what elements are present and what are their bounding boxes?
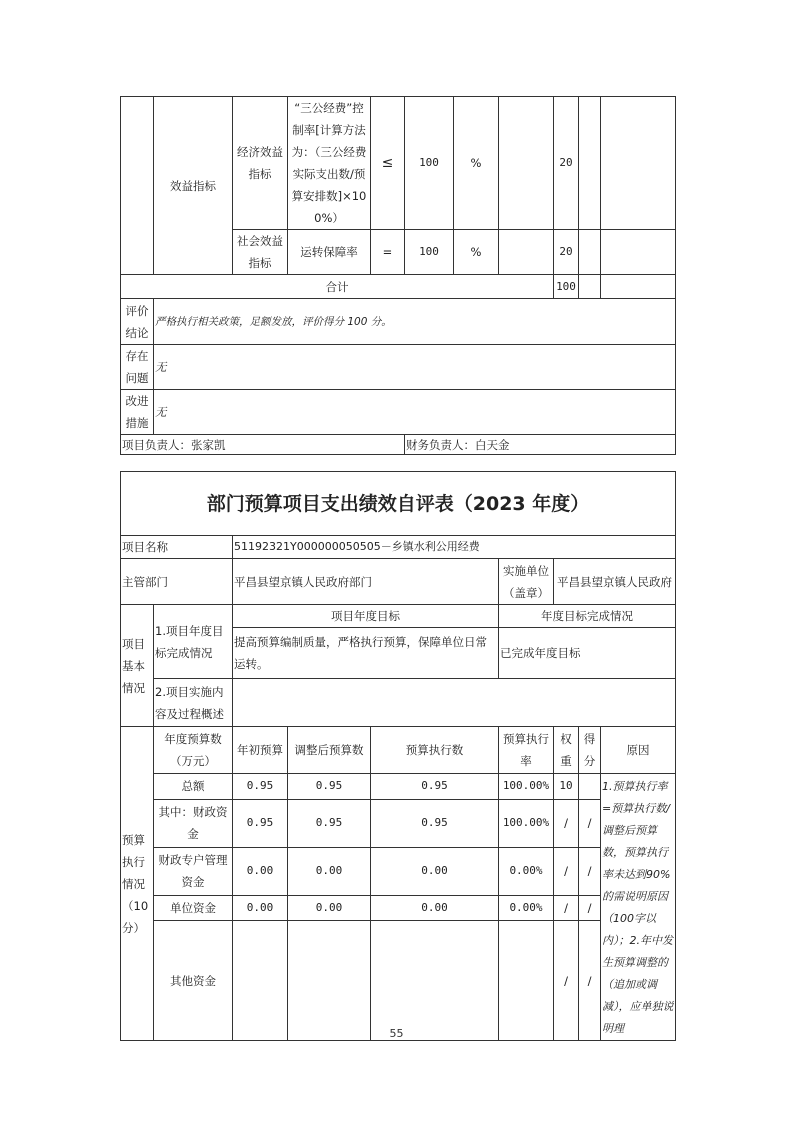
completion-header: 年度目标完成情况 (499, 605, 676, 628)
column-header: 年度预算数（万元） (154, 727, 233, 774)
sub-category: 社会效益指标 (233, 230, 288, 275)
budget-row (121, 921, 676, 1041)
indicator-weight: 20 (554, 230, 579, 275)
initial-budget: 0.95 (233, 799, 288, 847)
project-name-label: 项目名称 (121, 536, 233, 559)
adjusted-budget: 0.95 (288, 774, 371, 800)
basic-info-label: 项目基本情况 (121, 605, 154, 727)
implementation-description (233, 679, 676, 727)
indicator-score (579, 230, 601, 275)
indicator-operator: = (371, 230, 405, 275)
executed-amount (371, 921, 499, 1041)
total-label: 合计 (121, 275, 554, 299)
completion-status: 已完成年度目标 (499, 628, 676, 679)
adjusted-budget: 0.95 (288, 799, 371, 847)
weight: / (554, 895, 579, 921)
project-lead: 项目负责人：张家凯 (121, 435, 405, 455)
indicator-unit: % (454, 230, 499, 275)
issues-text: 无 (154, 345, 676, 390)
weight: / (554, 847, 579, 895)
execution-rate (499, 921, 554, 1041)
implementation-label: 2.项目实施内容及过程概述 (154, 679, 233, 727)
form-title: 部门预算项目支出绩效自评表（2023 年度） (121, 472, 676, 536)
budget-row (121, 774, 676, 800)
initial-budget: 0.00 (233, 895, 288, 921)
goal-header-row (121, 605, 676, 628)
goal-completion-label: 1.项目年度目标完成情况 (154, 605, 233, 679)
weight: 10 (554, 774, 579, 800)
project-name: 51192321Y000000050505－乡镇水利公用经费 (233, 536, 676, 559)
budget-row (121, 799, 676, 847)
fund-name: 总额 (154, 774, 233, 800)
fund-name: 其他资金 (154, 921, 233, 1041)
budget-execution-label: 预算执行情况（10分） (121, 727, 154, 1041)
indicator-actual (499, 230, 554, 275)
column-header: 权重 (554, 727, 579, 774)
score (579, 774, 601, 800)
weight: / (554, 799, 579, 847)
conclusion-label: 评价结论 (121, 299, 154, 345)
title-row (121, 472, 676, 536)
score: / (579, 847, 601, 895)
budget-row (121, 895, 676, 921)
implementing-unit: 平昌县望京镇人民政府 (554, 559, 676, 605)
adjusted-budget: 0.00 (288, 847, 371, 895)
conclusion-row (121, 299, 676, 345)
fund-name: 其中：财政资金 (154, 799, 233, 847)
column-header: 原因 (601, 727, 676, 774)
sub-category: 经济效益指标 (233, 97, 288, 230)
total-score (579, 275, 601, 299)
indicator-score (579, 97, 601, 230)
indicator-target: 100 (405, 230, 454, 275)
reason-note: 1.预算执行率=预算执行数/调整后预算数，预算执行率未达到90%的需说明原因（100字以内）；2.年中发生预算调整的（追加或调减），应单独说明理 (601, 774, 676, 1041)
budget-row (121, 847, 676, 895)
column-header: 调整后预算数 (288, 727, 371, 774)
issues-label: 存在问题 (121, 345, 154, 390)
conclusion-text: 严格执行相关政策，足额发放，评价得分 100 分。 (154, 299, 676, 345)
execution-rate: 100.00% (499, 774, 554, 800)
improve-row (121, 390, 676, 435)
column-header: 预算执行率 (499, 727, 554, 774)
page-number: 55 (389, 1027, 404, 1040)
department-label: 主管部门 (121, 559, 233, 605)
annual-goal-header: 项目年度目标 (233, 605, 499, 628)
score: / (579, 921, 601, 1041)
indicator-unit: % (454, 97, 499, 230)
improve-label: 改进措施 (121, 390, 154, 435)
indicator-operator: ≤ (371, 97, 405, 230)
implementing-unit-label: 实施单位（盖章） (499, 559, 554, 605)
column-header: 得分 (579, 727, 601, 774)
benefit-category: 效益指标 (154, 97, 233, 275)
signature-row (121, 435, 676, 455)
fund-name: 财政专户管理资金 (154, 847, 233, 895)
executed-amount: 0.00 (371, 847, 499, 895)
initial-budget: 0.95 (233, 774, 288, 800)
annual-goal: 提高预算编制质量，严格执行预算，保障单位日常运转。 (233, 628, 499, 679)
executed-amount: 0.95 (371, 774, 499, 800)
blank-cell (121, 97, 154, 275)
adjusted-budget (288, 921, 371, 1041)
issues-row (121, 345, 676, 390)
fund-name: 单位资金 (154, 895, 233, 921)
department-row (121, 559, 676, 605)
indicator-target: 100 (405, 97, 454, 230)
table-row (121, 97, 676, 230)
column-header: 年初预算 (233, 727, 288, 774)
initial-budget (233, 921, 288, 1041)
execution-rate: 100.00% (499, 799, 554, 847)
execution-rate: 0.00% (499, 895, 554, 921)
score: / (579, 799, 601, 847)
improve-text: 无 (154, 390, 676, 435)
performance-indicator-table (120, 96, 676, 455)
indicator-actual (499, 97, 554, 230)
total-weight: 100 (554, 275, 579, 299)
finance-lead: 财务负责人：白天金 (405, 435, 676, 455)
column-header: 预算执行数 (371, 727, 499, 774)
total-reason (601, 275, 676, 299)
budget-self-evaluation-table (120, 471, 676, 1041)
indicator-reason (601, 230, 676, 275)
total-row (121, 275, 676, 299)
executed-amount: 0.95 (371, 799, 499, 847)
weight: / (554, 921, 579, 1041)
project-name-row (121, 536, 676, 559)
indicator-name: “三公经费”控制率[计算方法为：（三公经费实际支出数/预算安排数]×100%） (288, 97, 371, 230)
indicator-reason (601, 97, 676, 230)
implementation-row (121, 679, 676, 727)
execution-rate: 0.00% (499, 847, 554, 895)
adjusted-budget: 0.00 (288, 895, 371, 921)
department: 平昌县望京镇人民政府部门 (233, 559, 499, 605)
indicator-weight: 20 (554, 97, 579, 230)
score: / (579, 895, 601, 921)
executed-amount: 0.00 (371, 895, 499, 921)
indicator-name: 运转保障率 (288, 230, 371, 275)
budget-header-row (121, 727, 676, 774)
initial-budget: 0.00 (233, 847, 288, 895)
